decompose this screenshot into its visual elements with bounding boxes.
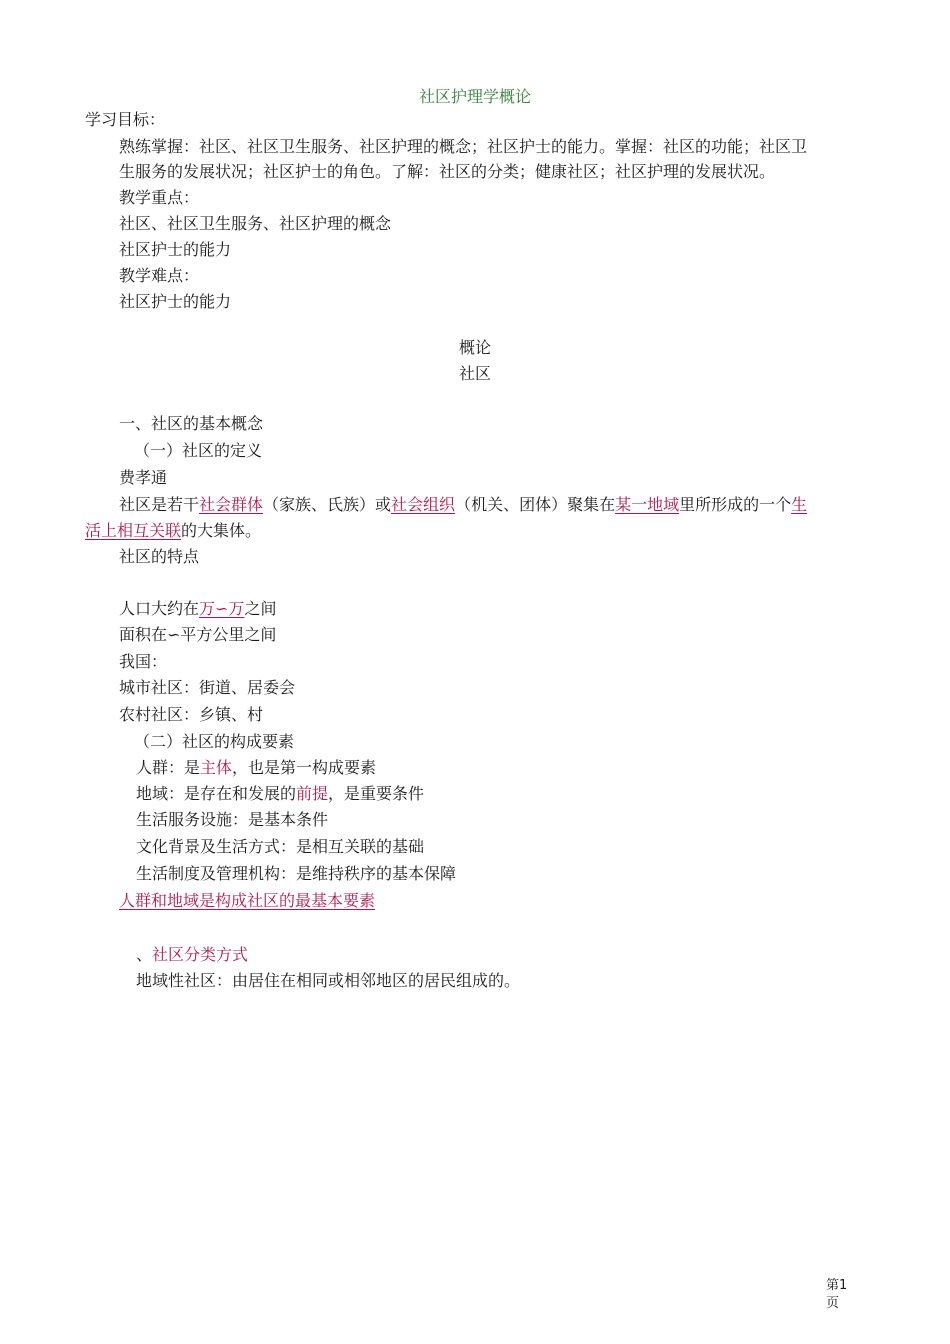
feature-text: 之间 [244,599,277,618]
elements-conclusion: 人群和地域是构成社区的最基本要素 [119,891,376,910]
definition-text: 的大集体。 [181,521,262,540]
focus-item-concepts: 社区、社区卫生服务、社区护理的概念 [119,214,392,233]
keyword-certain-region: 某一地域 [615,495,680,514]
feature-population [119,599,276,619]
definition-paragraph-line-2 [85,521,261,541]
section-1-heading: 一、社区的基本概念 [119,414,264,433]
definition-text: （家族、氏族）或 [263,495,392,514]
objectives-heading: 学习目标： [85,110,166,129]
regional-community: 地域性社区：由居住在相同或相邻地区的居民组成的。 [136,971,521,990]
element-people [136,758,376,778]
chapter-title: 概论 [458,338,491,357]
subsection-elements-heading: （二）社区的构成要素 [134,732,295,751]
keyword-premise: 前提 [296,784,329,803]
page-number-line-1 [826,1278,847,1294]
definition-author: 费孝通 [119,468,168,487]
urban-community: 城市社区：街道、居委会 [119,678,296,697]
element-text: ，也是第一构成要素 [232,758,377,777]
keyword-interrelated-part-2: 活上相互关联 [85,521,182,540]
section-2-heading [136,945,248,965]
keyword-social-group: 社会群体 [199,495,264,514]
keyword-social-organization: 社会组织 [391,495,456,514]
objectives-line-2: 生服务的发展状况；社区护士的角色。了解：社区的分类；健康社区；社区护理的发展状况。 [119,162,776,181]
feature-area: 面积在∽平方公里之间 [119,625,277,644]
subsection-definition-heading: （一）社区的定义 [134,441,263,460]
element-text: 地域：是存在和发展的 [136,784,297,803]
element-system: 生活制度及管理机构：是维持秩序的基本保障 [136,864,457,883]
objectives-line-1: 熟练掌握：社区、社区卫生服务、社区护理的概念；社区护士的能力。掌握：社区的功能；社区卫 [119,137,808,156]
element-facilities: 生活服务设施：是基本条件 [136,810,329,829]
rural-community: 农村社区：乡镇、村 [119,705,264,724]
keyword-interrelated-part-1: 生 [791,495,808,514]
difficulty-heading: 教学难点： [119,266,200,285]
keyword-population-range: 万∽万 [199,599,245,618]
definition-text: 社区是若干 [119,495,200,514]
section-2-title: 社区分类方式 [152,945,249,964]
country-heading: 我国： [119,652,168,671]
chapter-subtitle: 社区 [458,364,491,383]
page-number: 1 [839,1278,848,1293]
page-suffix: 页 [826,1296,840,1311]
difficulty-item-ability: 社区护士的能力 [119,292,232,311]
keyword-subject: 主体 [200,758,233,777]
element-culture: 文化背景及生活方式：是相互关联的基础 [136,837,425,856]
page-prefix: 第 [826,1278,840,1293]
focus-item-ability: 社区护士的能力 [119,240,232,259]
definition-text: （机关、团体）聚集在 [455,495,616,514]
focus-heading: 教学重点： [119,188,200,207]
document-title: 社区护理学概论 [418,87,531,106]
element-text: 人群：是 [136,758,201,777]
section-2-prefix: 、 [136,945,153,964]
definition-paragraph-line-1 [119,495,807,515]
element-text: ，是重要条件 [328,784,425,803]
features-heading: 社区的特点 [119,547,200,566]
element-region [136,784,424,804]
feature-text: 人口大约在 [119,599,200,618]
definition-text: 里所形成的一个 [679,495,792,514]
